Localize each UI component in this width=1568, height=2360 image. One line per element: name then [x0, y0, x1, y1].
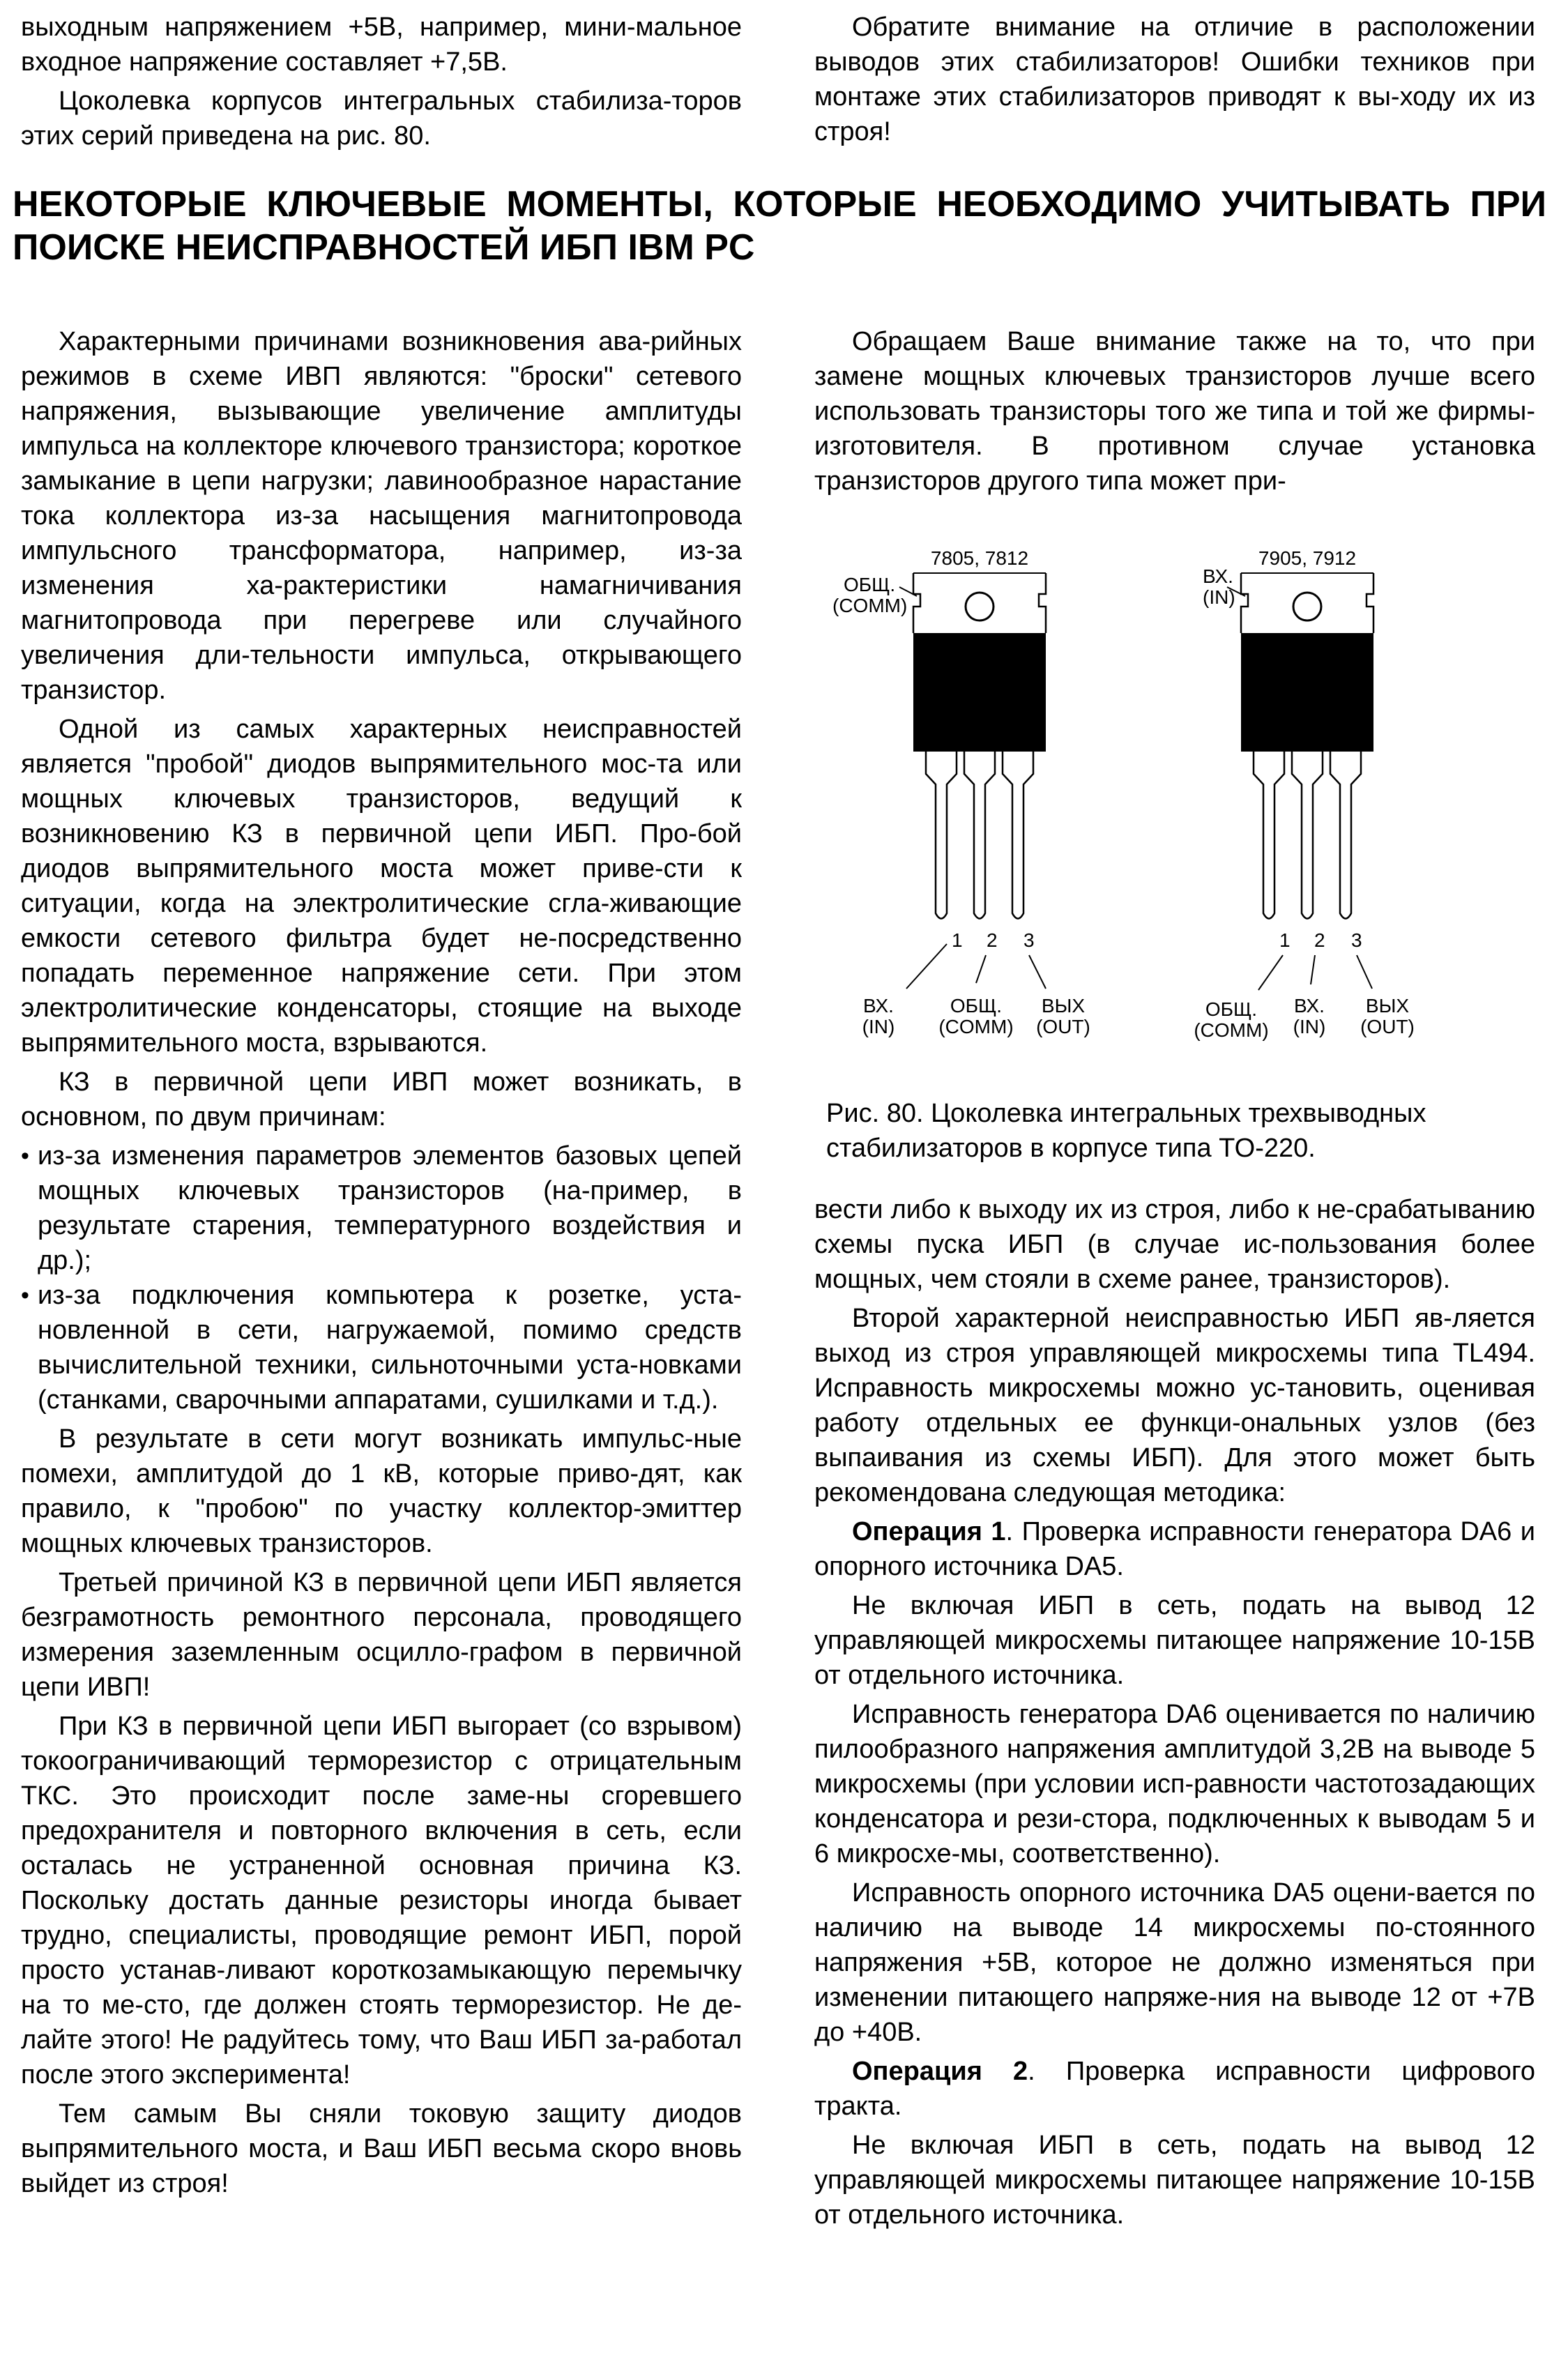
paragraph: Третьей причиной КЗ в первичной цепи ИБП является безграмотность ремонтного персонала, проводящего измерения заземленным осцилло-графом в первичной цепи ИВП! [21, 1568, 742, 1702]
figure-caption: Рис. 80. Цоколевка интегральных трехвыводных стабилизаторов в корпусе типа TO-220. [826, 1099, 1426, 1163]
top-left-column [21, 10, 742, 158]
leader-line [1258, 955, 1283, 990]
pin2-label-en: (IN) [1293, 1016, 1326, 1037]
paragraph: Обращаем Ваше внимание также на то, что при замене мощных ключевых транзисторов лучше всего использовать транзисторы того же типа и той же фирмы-изготовителя. В противном случае установка транзисторов другого типа может при- [814, 327, 1535, 496]
paragraph: Второй характерной неисправностью ИБП яв-ляется выход из строя управляющей микросхемы типа TL494. Исправность микросхемы можно ус-тановить, оценивая работу отдельных ее функци-ональных узлов (без выпаивания из схемы ИБП). Для этого может быть рекомендована следующая методика: [814, 1304, 1535, 1507]
pin2-label: ВХ. [1294, 995, 1325, 1017]
pin3-label-en: (OUT) [1360, 1016, 1415, 1037]
pin-number: 2 [1314, 929, 1325, 951]
pinout-diagram [802, 544, 1548, 1102]
pin2-label: ОБЩ. [950, 995, 1003, 1017]
pin1-label: ОБЩ. [1205, 998, 1258, 1020]
tab-outline [913, 573, 1046, 633]
leader-line [906, 944, 947, 989]
paragraph: Характерными причинами возникновения ава-рийных режимов в схеме ИВП являются: "броски" сетевого напряжения, вызывающие увеличение амплитуды импульса на коллекторе ключевого транзистора; короткое замыкание в цепи нагрузки; лавинообразное нарастание тока коллектора из-за насыщения магнитопровода импульсного трансформатора, например, из-за изменения ха-рактеристики намагничивания магнитопровода при перегреве или случайного увеличения дли-тельности импульса, открывающего транзистор. [21, 327, 742, 705]
paragraph: Тем самым Вы сняли токовую защиту диодов выпрямительного моста, и Ваш ИБП весьма скоро вновь выйдет из строя! [21, 2099, 742, 2198]
part-number-left: 7805, 7812 [930, 547, 1029, 569]
tab-outline [1241, 573, 1373, 633]
pins [926, 752, 1033, 919]
paragraph: Исправность опорного источника DA5 оцени-вается по наличию на выводе 14 микросхемы по-стоянного напряжения +5В, которое не должно изменяться при изменении питающего напряже-ния на выводе 12 от +7В до +40В. [814, 1878, 1535, 2047]
pins [1254, 752, 1361, 919]
operation-label: Операция 1 [852, 1517, 1006, 1546]
top-right-column [814, 10, 1535, 153]
pin-number: 3 [1351, 929, 1362, 951]
figure-to220-pinout [802, 544, 1548, 1116]
pin1-label-en: (IN) [862, 1016, 895, 1037]
paragraph: Не включая ИБП в сеть, подать на вывод 12 управляющей микросхемы питающее напряжение 10-15В от отдельного источника. [814, 2131, 1535, 2230]
operation-text: . Проверка исправности цифрового тракта. [814, 2057, 1535, 2121]
regulator-body [1241, 633, 1373, 752]
tab-label-left-en: (COMM) [832, 595, 908, 616]
operation-text: . Проверка исправности генератора DA6 и опорного источника DA5. [814, 1517, 1535, 1581]
pin-number: 1 [1279, 929, 1291, 951]
regulator-body [913, 633, 1046, 752]
pin-number: 3 [1023, 929, 1035, 951]
left-column [21, 324, 742, 2205]
pin-number: 2 [987, 929, 998, 951]
operation-label: Операция 2 [852, 2057, 1028, 2086]
paragraph: В результате в сети могут возникать импульс-ные помехи, амплитудой до 1 кВ, которые приво-дят, как правило, к "пробою" по участку коллектор-эмиттер мощных ключевых транзисторов. [21, 1424, 742, 1558]
mounting-hole [1293, 593, 1321, 621]
list-item: • из-за подключения компьютера к розетке, уста-новленной в сети, нагружаемой, помимо средств вычислительной техники, сильноточными уста-новками (станками, сварочными аппаратами, сушилками и т.д.). [21, 1278, 742, 1417]
leader-line [976, 955, 986, 983]
leader-line [1029, 955, 1046, 989]
pin2-label-en: (COMM) [938, 1016, 1014, 1037]
tab-label-left: ОБЩ. [844, 574, 896, 595]
paragraph: Не включая ИБП в сеть, подать на вывод 12 управляющей микросхемы питающее напряжение 10-15В от отдельного источника. [814, 1591, 1535, 1690]
leader-line [1311, 955, 1315, 984]
pin3-label-en: (OUT) [1036, 1016, 1090, 1037]
paragraph: При КЗ в первичной цепи ИБП выгорает (со взрывом) токоограничивающий терморезистор с отрицательным ТКС. Это происходит после заме-ны сгоревшего предохранителя и повторного включения в сеть, если осталась не устраненной основная причина КЗ. Поскольку достать данные резисторы иногда бывает трудно, специалисты, проводящие ремонт ИБП, порой просто устанав-ливают короткозамыкающую перемычку на то ме-сто, где должен стоять терморезистор. Не де-лайте этого! Не радуйтесь тому, что Ваш ИБП за-работал после этого эксперимента! [21, 1712, 742, 2089]
pin1-label-en: (COMM) [1194, 1019, 1269, 1041]
paragraph: Цоколевка корпусов интегральных стабилиза-торов этих серий приведена на рис. 80. [21, 86, 742, 151]
list-item: • из-за изменения параметров элементов базовых цепей мощных ключевых транзисторов (на-пример, в результате старения, температурного воздействия и др.); [21, 1139, 742, 1278]
mounting-hole [966, 593, 994, 621]
leader-line [1357, 955, 1372, 989]
pin-number: 1 [952, 929, 963, 951]
right-column-bottom [814, 1192, 1535, 2237]
paragraph [814, 2054, 1535, 2124]
paragraph [814, 1514, 1535, 1584]
tab-label-right: ВХ. [1203, 565, 1233, 587]
pin3-label: ВЫХ [1041, 995, 1086, 1017]
right-column-top [814, 324, 1535, 503]
pin3-label: ВЫХ [1365, 995, 1410, 1017]
paragraph: выходным напряжением +5В, например, мини-мальное входное напряжение составляет +7,5В. [21, 13, 742, 77]
paragraph: Одной из самых характерных неисправностей является "пробой" диодов выпрямительного мос-та или мощных ключевых транзисторов, ведущий к возникновению КЗ в первичной цепи ИБП. Про-бой диодов выпрямительного моста может приве-сти к ситуации, когда на электролитические сгла-живающие емкости сетевого фильтра будет не-посредственно попадать переменное напряжение сети. При этом электролитические конденсаторы, стоящие на выходе выпрямительного моста, взрываются. [21, 715, 742, 1058]
regulator-right [1194, 547, 1415, 1041]
paragraph: КЗ в первичной цепи ИВП может возникать, в основном, по двум причинам: [21, 1067, 742, 1132]
tab-label-right-en: (IN) [1203, 586, 1235, 608]
paragraph: Исправность генератора DA6 оценивается по наличию пилообразного напряжения амплитудой 3,2В на выводе 5 микросхемы (при условии исп-равности частотозадающих конденсатора и рези-стора, подключенных к выводам 5 и 6 микросхе-мы, соответственно). [814, 1700, 1535, 1868]
bullet-list [21, 1139, 742, 1417]
regulator-left [832, 547, 1090, 1037]
pin1-label: ВХ. [863, 995, 894, 1017]
paragraph: вести либо к выходу их из строя, либо к не-срабатыванию схемы пуска ИБП (в случае ис-пользования более мощных, чем стояли в схеме ранее, транзисторов). [814, 1195, 1535, 1294]
paragraph: Обратите внимание на отличие в расположении выводов этих стабилизаторов! Ошибки техников при монтаже этих стабилизаторов приводят к вы-ходу их из строя! [814, 13, 1535, 146]
section-heading: НЕКОТОРЫЕ КЛЮЧЕВЫЕ МОМЕНТЫ, КОТОРЫЕ НЕОБХОДИМО УЧИТЫВАТЬ ПРИ ПОИСКЕ НЕИСПРАВНОСТЕЙ ИБП IBM PC [13, 184, 1546, 268]
part-number-right: 7905, 7912 [1258, 547, 1357, 569]
